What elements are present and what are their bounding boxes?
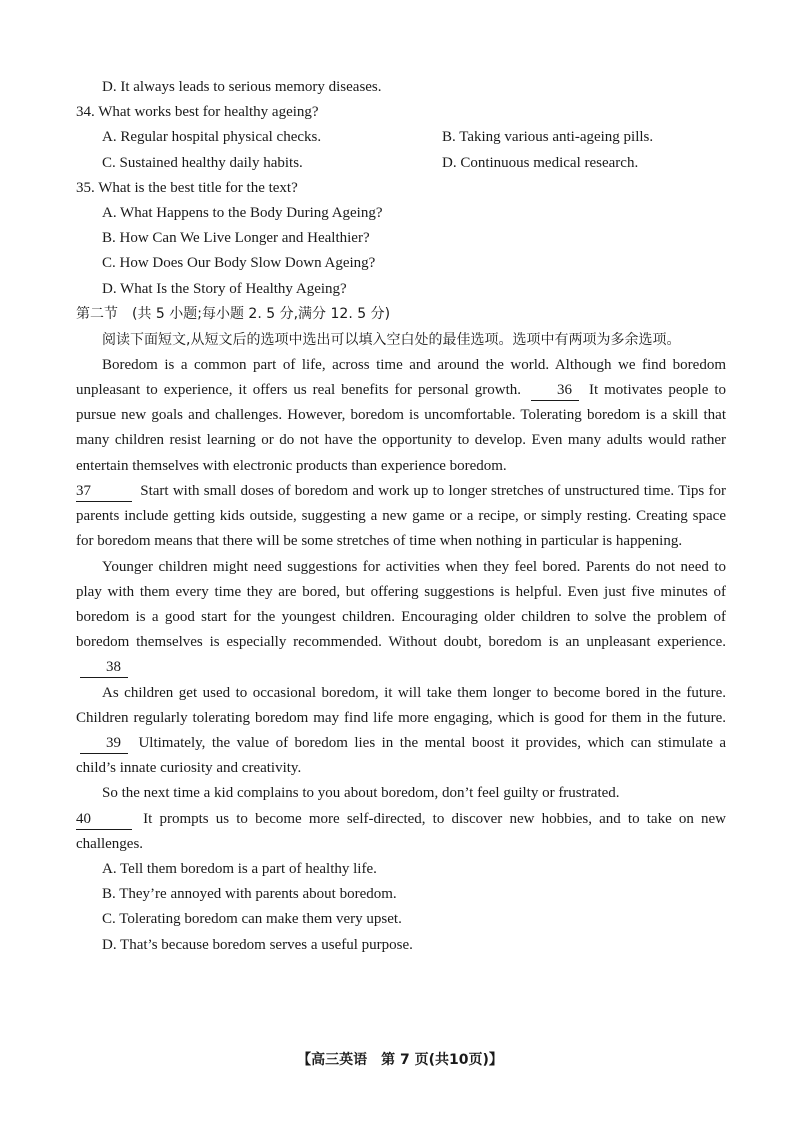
q35-option-d: D. What Is the Story of Healthy Ageing? — [102, 280, 347, 297]
section-heading: 第二节 (共 5 小题;每小题 2. 5 分,满分 12. 5 分) — [76, 305, 391, 322]
q35-option-a: A. What Happens to the Body During Ageing? — [102, 204, 383, 221]
passage — [76, 353, 726, 857]
passage-paragraph-5 — [76, 781, 726, 806]
q34-options-row1 — [76, 125, 726, 150]
q34-options-row2 — [76, 151, 726, 176]
passage-paragraph-1 — [76, 353, 726, 479]
answer-option-a: A. Tell them boredom is a part of healthy life. — [102, 860, 377, 877]
passage-paragraph-4 — [76, 681, 726, 782]
q33-option-d: D. It always leads to serious memory diseases. — [102, 79, 382, 95]
q35-stem: 35. What is the best title for the text? — [76, 179, 298, 196]
page-footer: 【高三英语 第 7 页(共10页)】 — [297, 1052, 503, 1068]
section-instruction: 阅读下面短文,从短文后的选项中选出可以填入空白处的最佳选项。选项中有两项为多余选项。 — [102, 331, 681, 348]
blank-37: 37 — [76, 481, 132, 502]
blank-39: 39 — [80, 733, 128, 754]
passage-text: It prompts us to become more self-directed, to discover new hobbies, and to take on new challenges. — [76, 810, 727, 852]
passage-text: Start with small doses of boredom and work up to longer stretches of unstructured time. Tips for parents include getting kids outside, suggesting a new game or a recipe, or simply resting. Creating space for boredom means that there will be some stretches of time when nothing in particular is happening. — [76, 482, 726, 550]
passage-paragraph-3 — [76, 555, 726, 681]
q35-option-c: C. How Does Our Body Slow Down Ageing? — [102, 255, 376, 272]
blank-38: 38 — [80, 657, 128, 678]
passage-text: Younger children might need suggestions for activities when they feel bored. Parents do not need to play with them every time they are bored, but offering suggestions is helpful. Even just five minutes of boredom is a good start for the youngest children. Encouraging older children to solve the problem of boredom themselves is especially recommended. Without doubt, boredom is an unpleasant experience. — [76, 558, 726, 651]
q34-option-b: B. Taking various anti-ageing pills. — [442, 129, 654, 146]
passage-text: As children get used to occasional boredom, it will take them longer to become bored in the future. Children regularly tolerating boredom may find life more engaging, which is good for them in the future. — [76, 684, 726, 726]
passage-text: So the next time a kid complains to you about boredom, don’t feel guilty or frustrated. — [102, 785, 620, 802]
blank-36: 36 — [531, 380, 579, 401]
passage-text: Boredom is a common part of life, across time and around the world. Although we find boredom unpleasant to experience, it offers us real benefits for personal growth. — [76, 356, 726, 399]
answer-option-d: D. That’s because boredom serves a useful purpose. — [102, 936, 413, 953]
q35-option-b: B. How Can We Live Longer and Healthier? — [102, 230, 370, 247]
answer-option-c: C. Tolerating boredom can make them very upset. — [102, 911, 402, 928]
content-column — [76, 75, 726, 958]
q34-option-c: C. Sustained healthy daily habits. — [102, 154, 303, 171]
q34-option-d: D. Continuous medical research. — [442, 154, 639, 171]
q34-option-a: A. Regular hospital physical checks. — [102, 129, 322, 146]
passage-paragraph-2 — [76, 479, 726, 555]
passage-text: Ultimately, the value of boredom lies in the mental boost it provides, which can stimulate a child’s innate curiosity and creativity. — [76, 734, 727, 777]
q34-stem: 34. What works best for healthy ageing? — [76, 104, 319, 121]
passage-text: It motivates people to pursue new goals and challenges. However, boredom is uncomfortable. Tolerating boredom is a skill that many children resist learning or do not have the opportunity to develop. Even many adults would rather entertain themselves with electronic products than experience boredom. — [76, 382, 727, 474]
answer-option-b: B. They’re annoyed with parents about boredom. — [102, 886, 397, 903]
passage-paragraph-6 — [76, 807, 726, 857]
blank-40: 40 — [76, 809, 132, 830]
